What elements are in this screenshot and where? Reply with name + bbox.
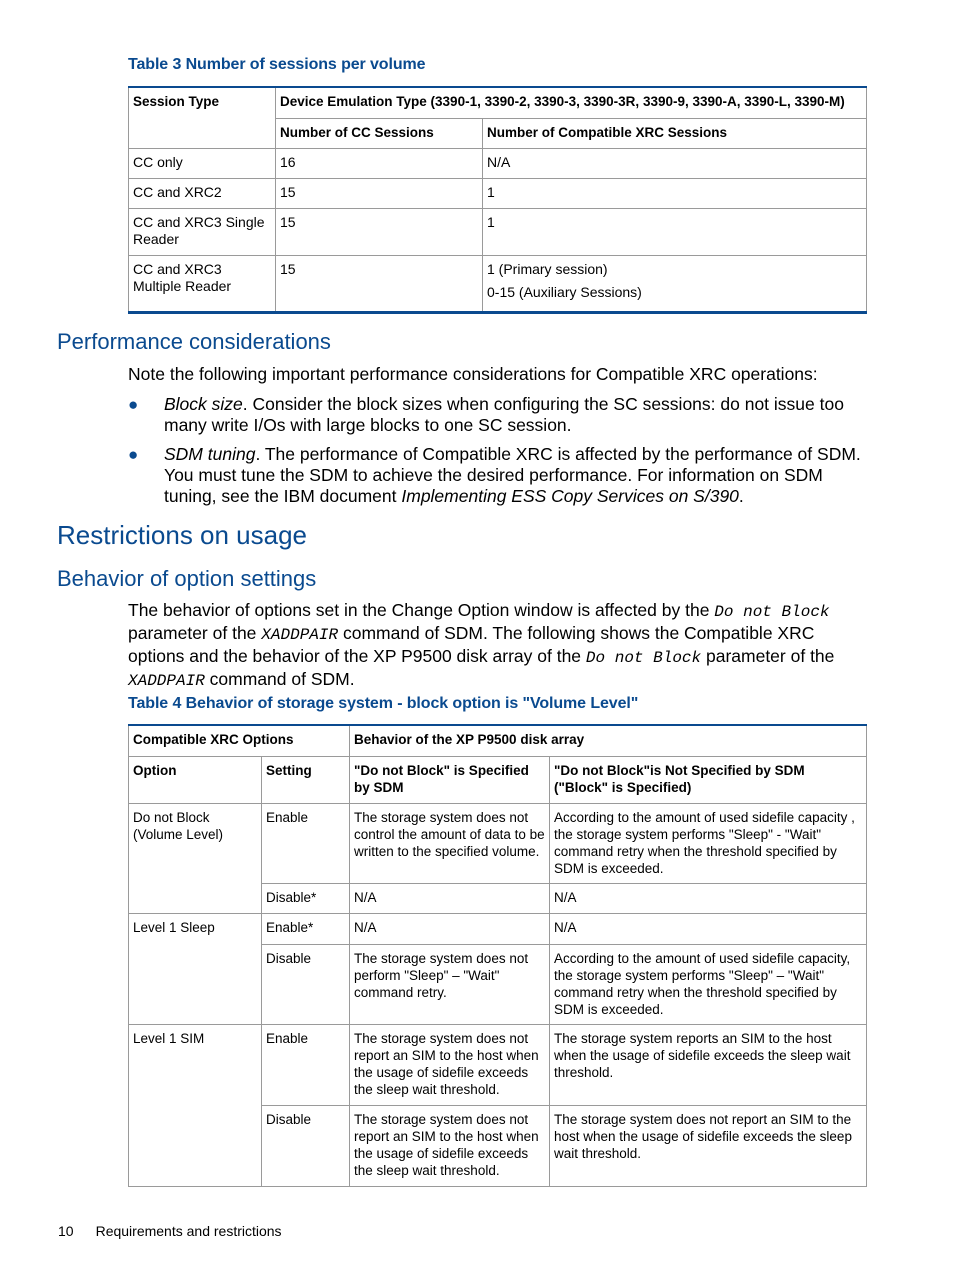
table4-cell-setting: Enable — [262, 1024, 350, 1105]
code-xaddpair: XADDPAIR — [128, 672, 205, 690]
table4-cell-not-specified: According to the amount of used sidefile capacity, the storage system performs "Sleep" – "Wait" command retry when the threshold specified by SDM is exceeded. — [550, 944, 867, 1024]
table4-cell-setting: Enable* — [262, 913, 350, 944]
behavior-paragraph — [128, 600, 873, 692]
table-row — [129, 178, 867, 208]
behavior-text: The behavior of options set in the Change Option window is affected by the — [128, 600, 715, 620]
page-number: 10 — [58, 1223, 74, 1239]
table-row — [129, 148, 867, 178]
table4-cell-not-specified: N/A — [550, 913, 867, 944]
table4-cell-specified: The storage system does not report an SIM to the host when the usage of sidefile exceeds the sleep wait threshold. — [350, 1024, 550, 1105]
table3-cell-xrc-primary: 1 (Primary session) — [487, 260, 608, 277]
table4-header-not-specified: "Do not Block"is Not Specified by SDM ("Block" is Specified) — [550, 756, 867, 803]
document-title: Implementing ESS Copy Services on S/390 — [401, 486, 739, 506]
page-footer — [58, 1223, 304, 1239]
table-row — [129, 913, 867, 944]
table4-cell-setting: Disable* — [262, 883, 350, 913]
table3-cell-cc: 15 — [276, 178, 483, 208]
table3-cell-type: CC and XRC3 Single Reader — [129, 208, 276, 255]
restrictions-heading: Restrictions on usage — [57, 520, 308, 550]
table4-caption: Table 4 Behavior of storage system - block option is "Volume Level" — [128, 695, 639, 712]
table3-header-session-type: Session Type — [129, 87, 276, 148]
table3-header-cc-sessions: Number of CC Sessions — [276, 118, 483, 148]
table-row — [129, 803, 867, 883]
table4-cell-not-specified: According to the amount of used sidefile capacity , the storage system performs "Sleep" - "Wait" command retry when the threshold specified by SDM is exceeded. — [550, 803, 867, 883]
table4-cell-not-specified: N/A — [550, 883, 867, 913]
behavior-text: command of SDM. — [204, 669, 355, 689]
table4-header-behavior: Behavior of the XP P9500 disk array — [350, 725, 867, 756]
bullet-term: SDM tuning — [164, 444, 256, 464]
table4-cell-option: Level 1 SIM — [129, 1024, 262, 1186]
table3-header-xrc-sessions: Number of Compatible XRC Sessions — [483, 118, 867, 148]
behavior-text: parameter of the — [128, 623, 262, 643]
bullet-icon: ● — [128, 445, 139, 464]
table3-cell-cc: 16 — [276, 148, 483, 178]
table3-cell-type: CC only — [129, 148, 276, 178]
table-row — [129, 208, 867, 255]
list-item — [128, 444, 873, 507]
table4-cell-setting: Disable — [262, 1105, 350, 1186]
bullet-icon: ● — [128, 395, 139, 414]
table3-cell-cc: 15 — [276, 208, 483, 255]
bullet-term: Block size — [164, 394, 243, 414]
table-row — [129, 1024, 867, 1105]
table4-cell-specified: The storage system does not report an SIM to the host when the usage of sidefile exceeds the sleep wait threshold. — [350, 1105, 550, 1186]
table3-cell-xrc: 1 — [483, 208, 867, 255]
table4-cell-not-specified: The storage system reports an SIM to the host when the usage of sidefile exceeds the sleep wait threshold. — [550, 1024, 867, 1105]
behavior-text: parameter of the — [701, 646, 835, 666]
table4-cell-setting: Disable — [262, 944, 350, 1024]
table4-header-specified: "Do not Block" is Specified by SDM — [350, 756, 550, 803]
table4-header-setting: Setting — [262, 756, 350, 803]
list-item — [128, 394, 873, 436]
footer-section: Requirements and restrictions — [95, 1223, 282, 1239]
table4 — [128, 724, 867, 1187]
code-do-not-block: Do not Block — [714, 603, 830, 621]
table4-cell-specified: The storage system does not control the amount of data to be written to the specified volume. — [350, 803, 550, 883]
table4-header-option: Option — [129, 756, 262, 803]
bullet-text: . Consider the block sizes when configuring the SC sessions: do not issue too many write I/Os with large blocks to one SC session. — [164, 394, 844, 435]
table4-cell-option: Level 1 Sleep — [129, 913, 262, 1024]
table3-cell-type: CC and XRC2 — [129, 178, 276, 208]
table3-cell-cc: 15 — [276, 255, 483, 312]
table3 — [128, 86, 867, 314]
behavior-text: command of SDM. The following shows the Compatible XRC options and the behavior of the XP P9500 disk array of the — [128, 623, 815, 666]
code-do-not-block: Do not Block — [585, 649, 702, 667]
performance-heading: Performance considerations — [57, 329, 331, 354]
table3-cell-xrc: N/A — [483, 148, 867, 178]
table3-header-device-emulation: Device Emulation Type (3390-1, 3390-2, 3390-3, 3390-3R, 3390-9, 3390-A, 3390-L, 3390-M) — [276, 87, 867, 118]
bullet-end: . — [738, 486, 744, 506]
behavior-heading: Behavior of option settings — [57, 566, 317, 591]
table3-cell-type: CC and XRC3 Multiple Reader — [129, 255, 276, 312]
table3-cell-xrc — [483, 255, 867, 312]
performance-bullets — [128, 394, 873, 515]
bullet-text: . The performance of Compatible XRC is affected by the performance of SDM. You must tune the SDM to achieve the desired performance. For information on SDM tuning, see the IBM document — [164, 444, 861, 506]
table4-cell-specified: N/A — [350, 883, 550, 913]
table4-cell-option: Do not Block (Volume Level) — [129, 803, 262, 913]
table4-header-options: Compatible XRC Options — [129, 725, 350, 756]
table-row — [129, 255, 867, 312]
table4-cell-specified: The storage system does not perform "Sleep" – "Wait" command retry. — [350, 944, 550, 1024]
table3-caption: Table 3 Number of sessions per volume — [128, 56, 426, 73]
code-xaddpair: XADDPAIR — [261, 626, 339, 644]
performance-intro: Note the following important performance considerations for Compatible XRC operations: — [128, 364, 818, 384]
table3-cell-xrc-auxiliary: 0-15 (Auxiliary Sessions) — [487, 283, 642, 300]
table4-cell-not-specified: The storage system does not report an SIM to the host when the usage of sidefile exceeds the sleep wait threshold. — [550, 1105, 867, 1186]
table4-cell-setting: Enable — [262, 803, 350, 883]
table3-cell-xrc: 1 — [483, 178, 867, 208]
table4-cell-specified: N/A — [350, 913, 550, 944]
